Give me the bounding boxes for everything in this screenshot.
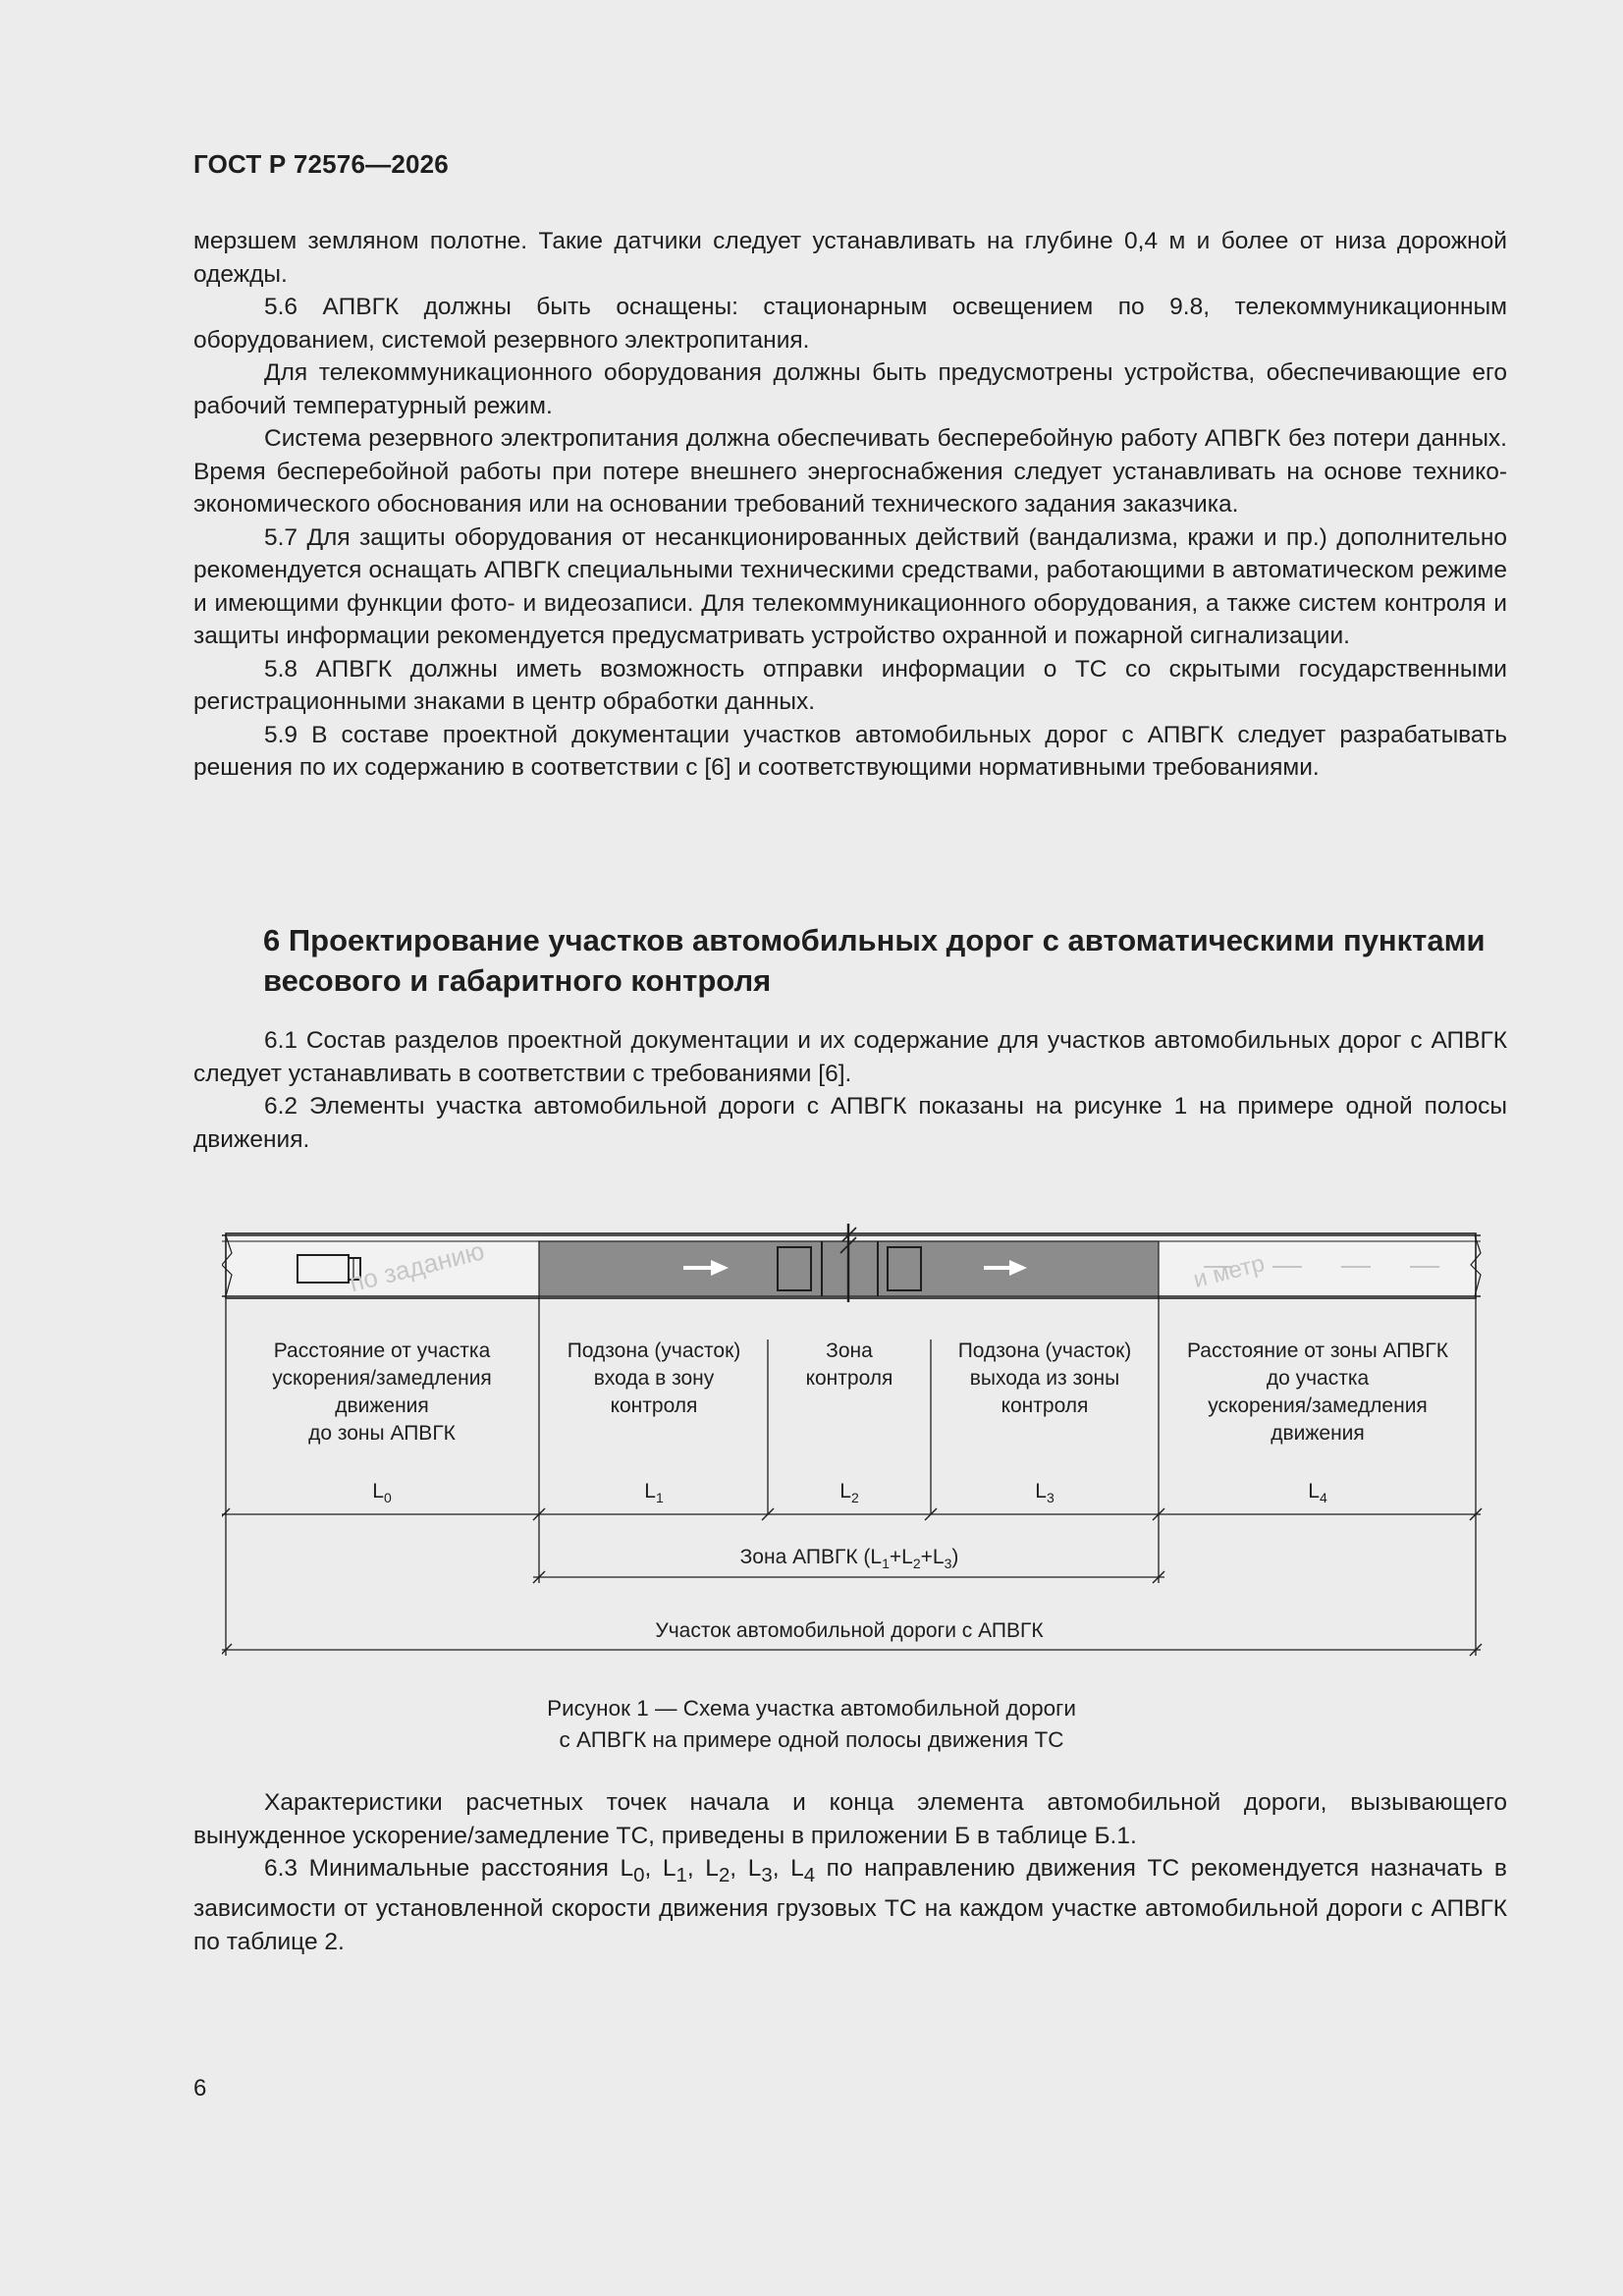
dimension-label: $L_0$ xyxy=(372,1480,392,1505)
zone-label-line: ускорения/замедления xyxy=(272,1367,492,1390)
subscript: 0 xyxy=(633,1864,645,1886)
subscript: 2 xyxy=(718,1864,730,1886)
paragraph-characteristics: Характеристики расчетных точек начала и конца элемента автомобильной дороги, вызывающего вынужденное ускорение/замедление ТС, приведены в приложении Б в таблице Б.1. xyxy=(193,1789,1507,1849)
paragraph: мерзшем земляном полотне. Такие датчики следует устанавливать на глубине 0,4 м и более от низа дорожной одежды. xyxy=(193,228,1507,288)
subscript: 1 xyxy=(676,1864,687,1886)
zone-label-line: Подзона (участок) xyxy=(957,1339,1132,1362)
section-title: 6 Проектирование участков автомобильных дорог с автоматическими пунктами весового и габаритного контроля xyxy=(263,923,1486,998)
paragraph: Для телекоммуникационного оборудования должны быть предусмотрены устройства, обеспечивающие его рабочий температурный режим. xyxy=(193,359,1507,419)
caption-line-1: Рисунок 1 — Схема участка автомобильной дороги xyxy=(547,1696,1076,1721)
paragraph: 5.6 АПВГК должны быть оснащены: стационарным освещением по 9.8, телекоммуникационным оборудованием, системой резервного электропитания. xyxy=(193,294,1507,354)
paragraph: 5.9 В составе проектной документации участков автомобильных дорог с АПВГК следует разрабатывать решения по их содержанию в соответствии с [6] и соответствующими нормативными требованиями. xyxy=(193,721,1507,781)
zone-label-line: Расстояние от участка xyxy=(273,1339,491,1362)
zone-labels xyxy=(272,1339,1449,1505)
caption-line-2: с АПВГК на примере одной полосы движения ТС xyxy=(559,1727,1064,1752)
zone-label-line: выхода из зоны xyxy=(969,1367,1120,1390)
paragraph: Система резервного электропитания должна обеспечивать бесперебойную работу АПВГК без потери данных. Время бесперебойной работы при потере внешнего энергоснабжения следует устанавливать на основе технико-экономического обоснования или на основании требований технического задания заказчика. xyxy=(193,425,1507,518)
zone-label-line: Зона xyxy=(826,1339,873,1362)
zone-total-label: Зона АПВГК $(L_1+L_2+L_3)$ xyxy=(739,1546,959,1571)
dimension-label: $L_3$ xyxy=(1035,1480,1055,1505)
zone-label-line: движения xyxy=(1271,1422,1365,1445)
zone-label-line: движения xyxy=(335,1394,429,1417)
dimension-label: $L_1$ xyxy=(644,1480,664,1505)
subscript: 4 xyxy=(803,1864,816,1886)
watermark-right: и метр xyxy=(1190,1249,1268,1293)
zone-label-line: контроля xyxy=(805,1367,893,1390)
zone-label-line: ускорения/замедления xyxy=(1208,1394,1428,1417)
dimension-label: $L_2$ xyxy=(839,1480,859,1505)
page-number: 6 xyxy=(193,2075,207,2102)
road-section-diagram xyxy=(222,1218,1488,1669)
section-total-label: Участок автомобильной дороги с АПВГК xyxy=(655,1619,1044,1642)
zone-label-line: до участка xyxy=(1266,1367,1370,1390)
zone-label-line: контроля xyxy=(1001,1394,1089,1417)
zone-label-line: контроля xyxy=(610,1394,698,1417)
zone-label-line: до зоны АПВГК xyxy=(308,1422,456,1445)
figure-caption xyxy=(0,1693,1623,1756)
zone-label-line: Подзона (участок) xyxy=(567,1339,741,1362)
paragraph: 5.7 Для защиты оборудования от несанкционированных действий (вандализма, кражи и пр.) дополнительно рекомендуется оснащать АПВГК специальными техническими средствами, работающими в автоматическом режиме и имеющими функции фото- и видеозаписи. Для телекоммуникационного оборудования, а также систем контроля и защиты информации рекомендуется предусматривать устройство охранной и пожарной сигнализации. xyxy=(193,523,1507,649)
dimension-label: $L_4$ xyxy=(1308,1480,1327,1505)
zone-label-line: входа в зону xyxy=(593,1367,715,1390)
paragraph-6-3: 6.3 Минимальные расстояния $L_0$, $L_1$, $L_2$, $L_3$, $L_4$ по направлению движения ТС рекомендуется назначать в зависимости от установленной скорости движения грузовых ТС на каждом участке автомобильной дороги с АПВГК по таблице 2. xyxy=(193,1855,1507,1955)
text-block-clauses-5 xyxy=(193,225,1507,785)
paragraph: 6.1 Состав разделов проектной документации и их содержание для участков автомобильных дорог с АПВГК следует устанавливать в соответствии с требованиями [6]. xyxy=(193,1027,1507,1087)
paragraph: 6.2 Элементы участка автомобильной дороги с АПВГК показаны на рисунке 1 на примере одной полосы движения. xyxy=(193,1093,1507,1153)
zone-label-line: Расстояние от зоны АПВГК xyxy=(1186,1339,1449,1362)
text-block-clauses-6 xyxy=(193,1024,1507,1156)
watermark-left: по заданию xyxy=(346,1235,488,1298)
text-block-clause-6-3 xyxy=(193,1786,1507,1958)
subscript: 3 xyxy=(761,1864,773,1886)
document-header: ГОСТ Р 72576—2026 xyxy=(193,149,449,179)
paragraph: 5.8 АПВГК должны иметь возможность отправки информации о ТС со скрытыми государственными регистрационными знаками в центр обработки данных. xyxy=(193,655,1507,715)
